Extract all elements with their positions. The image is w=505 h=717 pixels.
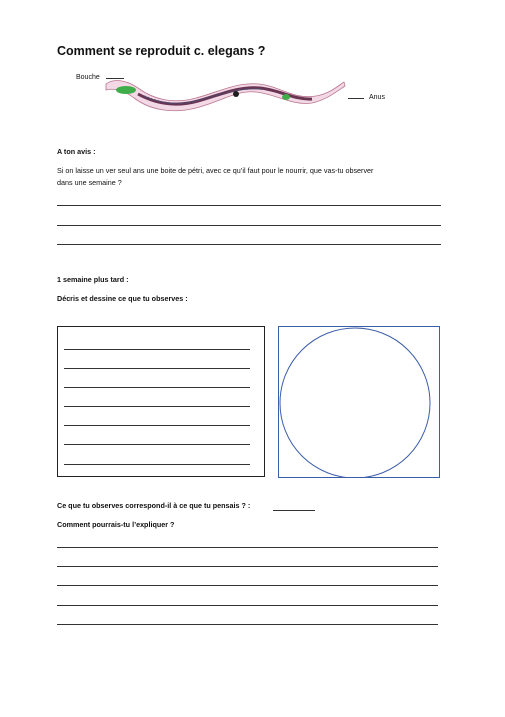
explanation-line[interactable] [57,547,438,548]
answer-line[interactable] [57,244,441,245]
worm-diagram [104,70,346,116]
description-line[interactable] [64,406,250,407]
section1-heading: A ton avis : [57,147,96,156]
answer-line[interactable] [57,225,441,226]
description-line[interactable] [64,349,250,350]
explanation-line[interactable] [57,605,438,606]
section2-instruction: Décris et dessine ce que tu observes : [57,294,188,303]
description-line[interactable] [64,387,250,388]
label-mouth: Bouche [76,74,100,81]
comparison-question: Ce que tu observes correspond-il à ce que tu pensais ? : [57,501,251,510]
worm-vulva [233,91,239,97]
anus-pointer [348,98,364,99]
worm-pharynx [116,86,136,94]
petri-dish-circle [279,327,439,477]
drawing-box[interactable] [278,326,440,478]
explanation-line[interactable] [57,624,438,625]
description-line[interactable] [64,425,250,426]
explanation-line[interactable] [57,566,438,567]
label-anus: Anus [369,94,385,101]
page-title: Comment se reproduit c. elegans ? [57,44,266,58]
section2-heading: 1 semaine plus tard : [57,275,129,284]
answer-line[interactable] [57,205,441,206]
worm-tail-green [282,94,290,100]
mouth-pointer [106,78,124,79]
explanation-line[interactable] [57,585,438,586]
description-line[interactable] [64,464,250,465]
explanation-question: Comment pourrais-tu l’expliquer ? [57,520,175,529]
section1-question-line1: Si on laisse un ver seul ans une boite de pétri, avec ce qu’il faut pour le nourrir, que vas-tu observer [57,166,374,175]
section1-question-line2: dans une semaine ? [57,178,122,187]
description-line[interactable] [64,368,250,369]
description-line[interactable] [64,444,250,445]
comparison-answer-line[interactable] [273,510,315,511]
